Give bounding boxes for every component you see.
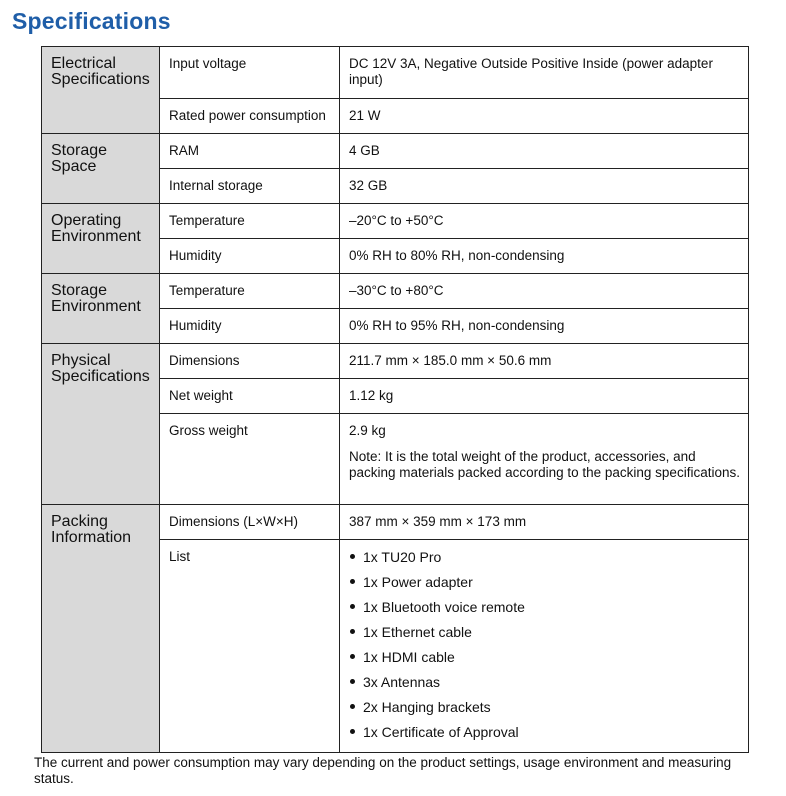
- spec-name: Internal storage: [160, 169, 340, 204]
- spec-value: 0% RH to 95% RH, non-condensing: [340, 309, 749, 344]
- spec-value: DC 12V 3A, Negative Outside Positive Inside (power adapter input): [340, 47, 749, 99]
- list-item: 1x HDMI cable: [349, 649, 740, 674]
- footnote: The current and power consumption may vary depending on the product settings, usage environment and measuring status.: [34, 755, 732, 786]
- spec-name: Dimensions: [160, 344, 340, 379]
- category-operating-environment: Operating Environment: [42, 204, 160, 274]
- table-row: [42, 344, 749, 379]
- category-physical-specifications: Physical Specifications: [42, 344, 160, 505]
- spec-name: Temperature: [160, 274, 340, 309]
- category-packing-information: Packing Information: [42, 505, 160, 753]
- table-row: [42, 274, 749, 309]
- spec-value: 211.7 mm × 185.0 mm × 50.6 mm: [340, 344, 749, 379]
- list-item: 1x Certificate of Approval: [349, 724, 740, 744]
- list-item: 1x Ethernet cable: [349, 624, 740, 649]
- category-storage-environment: Storage Environment: [42, 274, 160, 344]
- spec-name: Gross weight: [160, 414, 340, 505]
- spec-name: RAM: [160, 134, 340, 169]
- spec-name: Humidity: [160, 309, 340, 344]
- list-item: 1x Power adapter: [349, 574, 740, 599]
- spec-name: Rated power consumption: [160, 99, 340, 134]
- spec-value: –20°C to +50°C: [340, 204, 749, 239]
- table-row: [42, 134, 749, 169]
- table-row: [42, 505, 749, 540]
- spec-value: 1.12 kg: [340, 379, 749, 414]
- spec-value: 387 mm × 359 mm × 173 mm: [340, 505, 749, 540]
- spec-name: Input voltage: [160, 47, 340, 99]
- category-storage-space: Storage Space: [42, 134, 160, 204]
- weight-note: Note: It is the total weight of the product, accessories, and packing materials packed according to the packing specifications.: [349, 449, 740, 480]
- spec-name: List: [160, 540, 340, 753]
- list-item: 3x Antennas: [349, 674, 740, 699]
- spec-value-with-note: [340, 414, 749, 505]
- spec-value: –30°C to +80°C: [340, 274, 749, 309]
- spec-value: 2.9 kg: [349, 423, 386, 438]
- specifications-table: [41, 46, 749, 753]
- spec-value: 32 GB: [340, 169, 749, 204]
- spec-name: Temperature: [160, 204, 340, 239]
- table-row: [42, 47, 749, 99]
- table-row: [42, 204, 749, 239]
- spec-value: 21 W: [340, 99, 749, 134]
- spec-name: Net weight: [160, 379, 340, 414]
- spec-value: 4 GB: [340, 134, 749, 169]
- packing-list: [349, 549, 740, 744]
- spec-name: Dimensions (L×W×H): [160, 505, 340, 540]
- list-item: 1x Bluetooth voice remote: [349, 599, 740, 624]
- list-item: 1x TU20 Pro: [349, 549, 740, 574]
- category-electrical: Electrical Specifications: [42, 47, 160, 134]
- spec-value-list: [340, 540, 749, 753]
- list-item: 2x Hanging brackets: [349, 699, 740, 724]
- spec-name: Humidity: [160, 239, 340, 274]
- spec-value: 0% RH to 80% RH, non-condensing: [340, 239, 749, 274]
- page-title: Specifications: [12, 8, 171, 34]
